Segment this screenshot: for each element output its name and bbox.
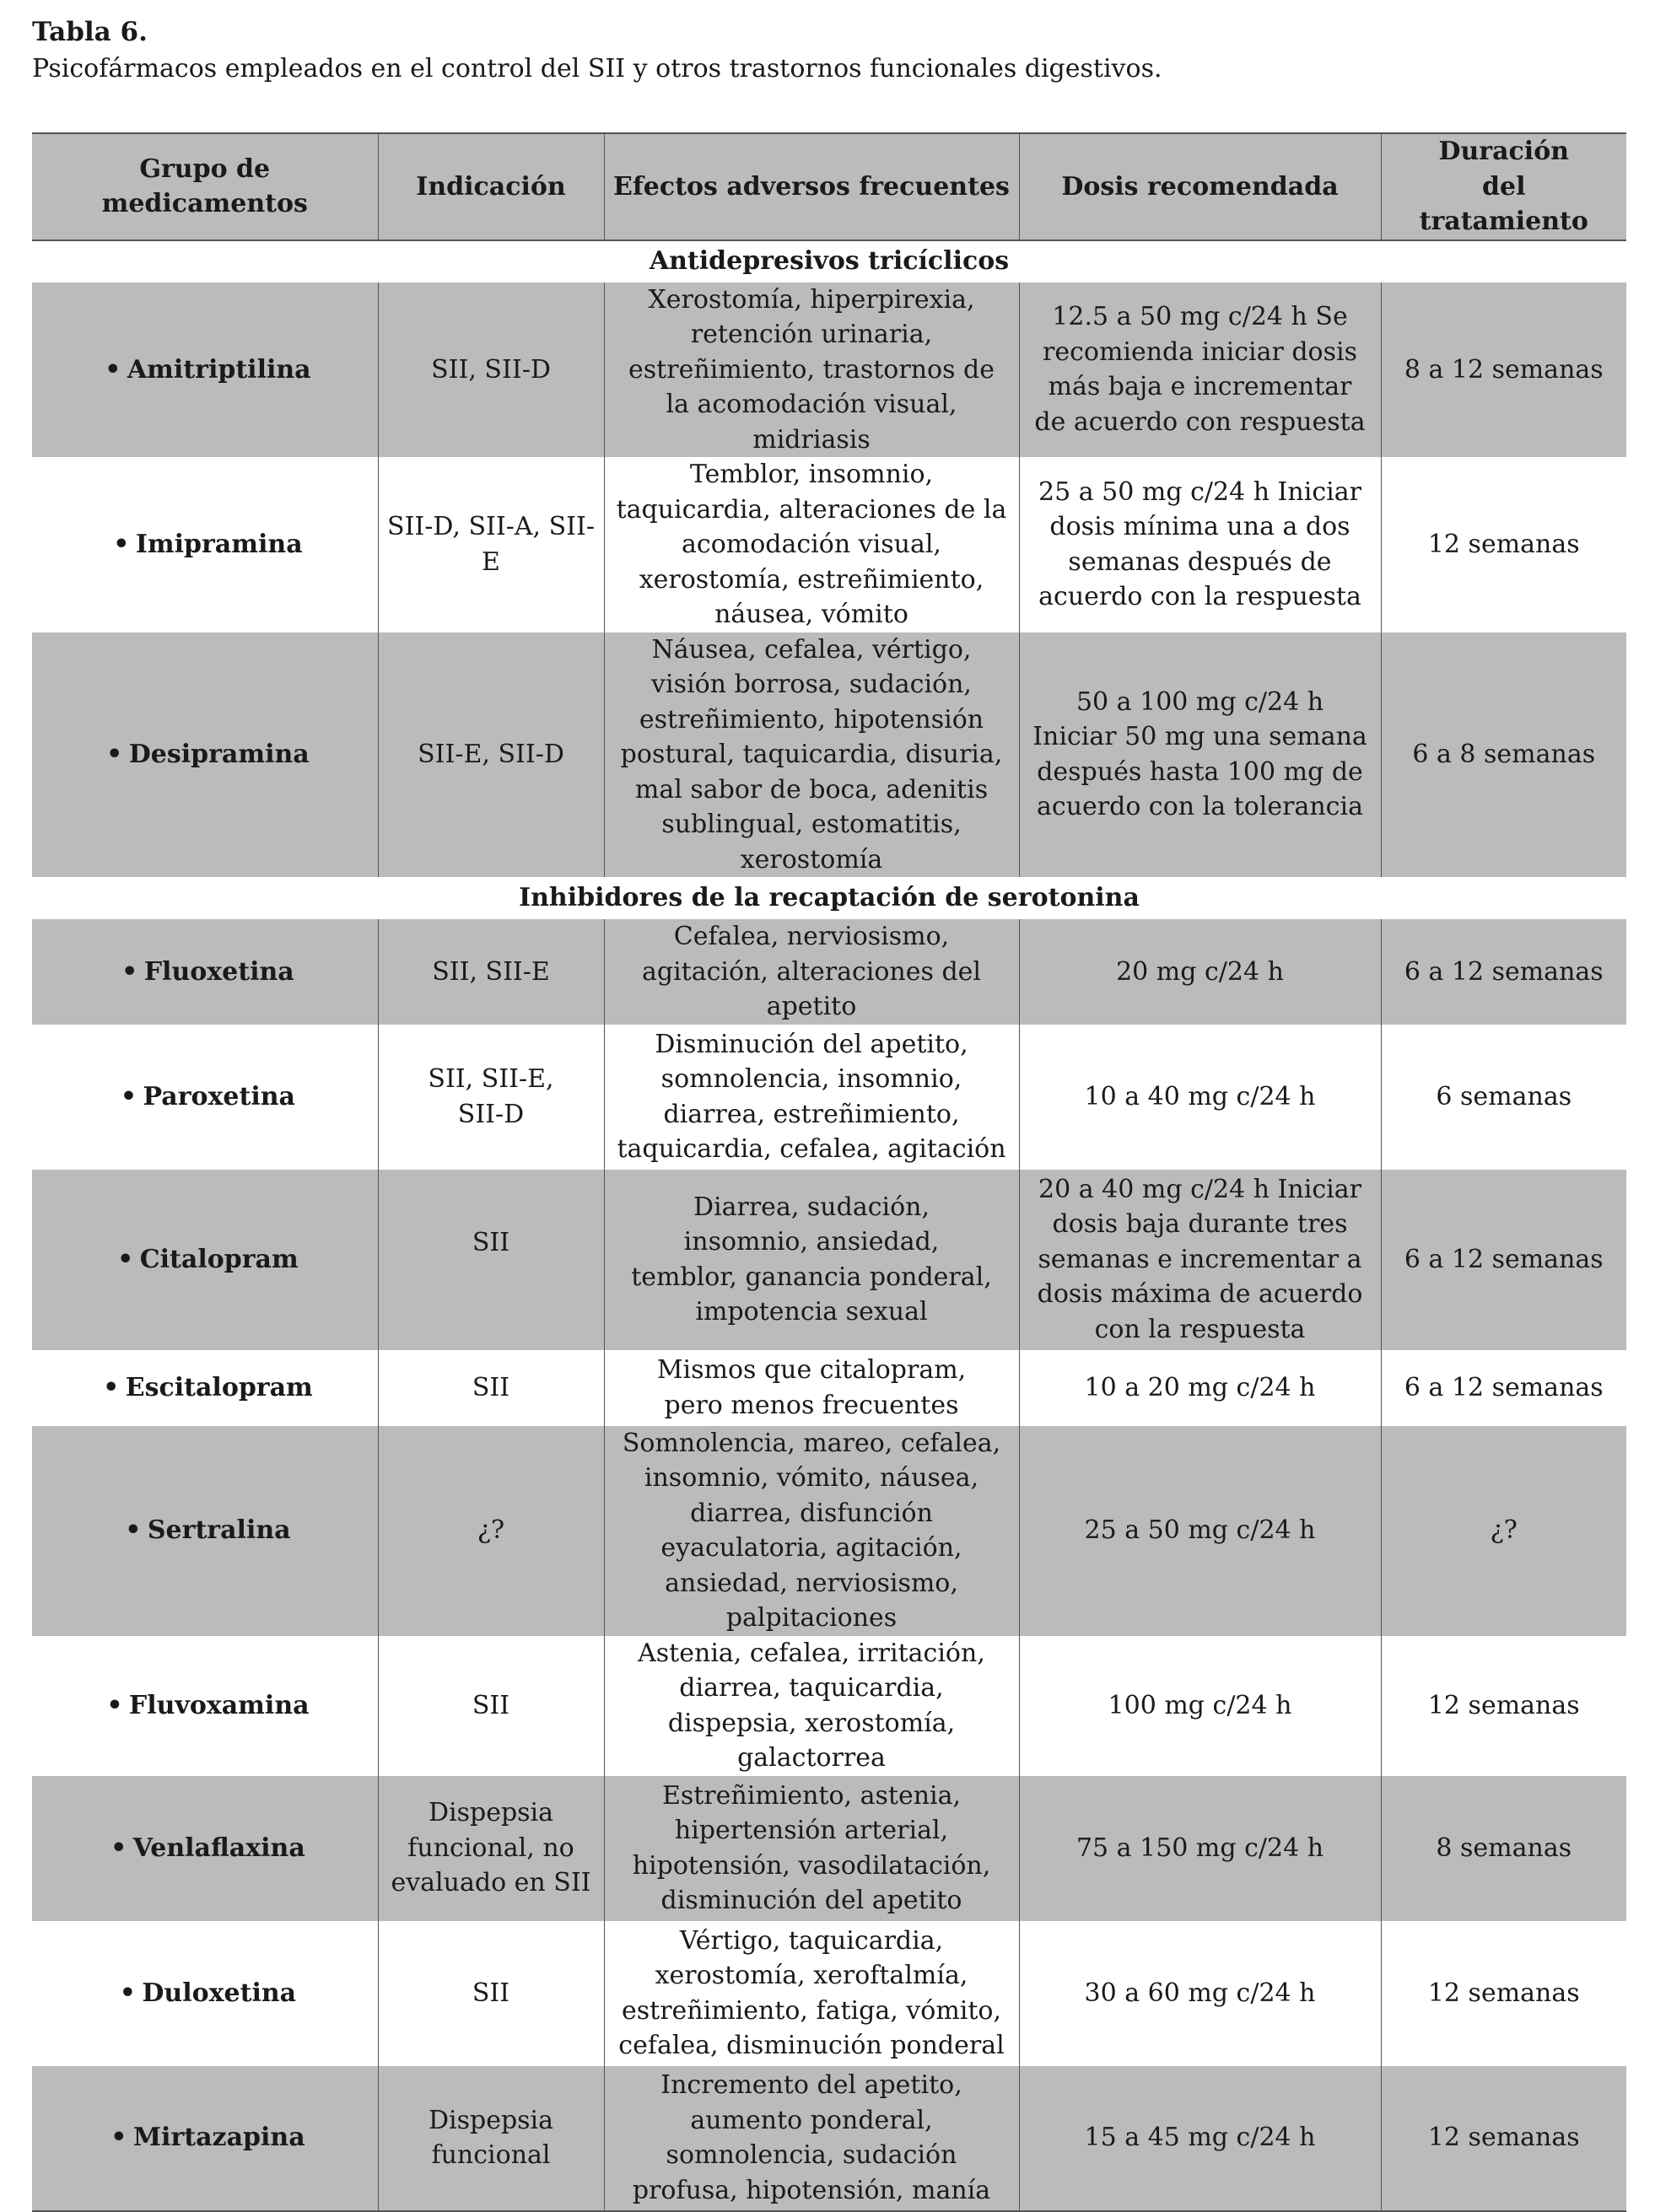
effects-cell: Náusea, cefalea, vértigo, visión borrosa, sudación, estreñimiento, hipotensión postural, taquicardia, disuria, mal sabor de boca, adenitis sublingual, estomatitis, xerostomía: [604, 632, 1019, 878]
drug-name: Sertralina: [147, 1515, 291, 1546]
indication-cell: SII: [378, 1921, 604, 2066]
drug-name: Duloxetina: [142, 1978, 297, 2008]
duration-cell: 12 semanas: [1381, 2066, 1626, 2211]
indication-cell: SII-D, SII-A, SII-E: [378, 457, 604, 632]
effects-cell: Incremento del apetito, aumento ponderal, somnolencia, sudación profusa, hipotensión, manía: [604, 2066, 1019, 2211]
drug-name: Fluoxetina: [143, 956, 294, 987]
bullet-icon: •: [117, 1244, 134, 1274]
table-row: [32, 1170, 1626, 1350]
effects-cell: Somnolencia, mareo, cefalea, insomnio, vómito, náusea, diarrea, disfunción eyaculatoria, agitación, ansiedad, nerviosismo, palpitaciones: [604, 1426, 1019, 1636]
effects-cell: Estreñimiento, astenia, hipertensión arterial, hipotensión, vasodilatación, disminución del apetito: [604, 1776, 1019, 1921]
duration-cell: 6 a 12 semanas: [1381, 1170, 1626, 1350]
table-row: [32, 1025, 1626, 1170]
duration-cell: 12 semanas: [1381, 1636, 1626, 1776]
duration-cell: 8 semanas: [1381, 1776, 1626, 1921]
drug-name: Citalopram: [139, 1244, 299, 1274]
indication-cell: SII: [378, 1170, 604, 1350]
duration-cell: 6 a 12 semanas: [1381, 919, 1626, 1025]
bullet-icon: •: [106, 740, 123, 769]
indication-cell: Dispepsia funcional, no evaluado en SII: [378, 1776, 604, 1921]
dose-cell: 25 a 50 mg c/24 h Iniciar dosis mínima una a dos semanas después de acuerdo con la respuesta: [1019, 457, 1381, 632]
table-title: Tabla 6.: [32, 17, 148, 47]
indication-cell: Dispepsia funcional: [378, 2066, 604, 2211]
header-group: Grupo de medicamentos: [32, 133, 378, 240]
duration-cell: 6 a 12 semanas: [1381, 1350, 1626, 1426]
table-row: [32, 1350, 1626, 1426]
duration-cell: 8 a 12 semanas: [1381, 283, 1626, 458]
drug-cell: [32, 283, 378, 458]
table-row: [32, 283, 1626, 458]
drug-cell: [32, 1170, 378, 1350]
effects-cell: Temblor, insomnio, taquicardia, alteraciones de la acomodación visual, xerostomía, estreñimiento, náusea, vómito: [604, 457, 1019, 632]
drug-name: Venlaflaxina: [132, 1833, 305, 1863]
dose-cell: 10 a 20 mg c/24 h: [1019, 1350, 1381, 1426]
bullet-icon: •: [121, 956, 138, 987]
table-row: [32, 1921, 1626, 2066]
header-row: [32, 133, 1626, 240]
dose-cell: 25 a 50 mg c/24 h: [1019, 1426, 1381, 1636]
dose-cell: 100 mg c/24 h: [1019, 1636, 1381, 1776]
bullet-icon: •: [113, 530, 130, 559]
drug-name: Escitalopram: [125, 1372, 313, 1402]
drug-name: Amitriptilina: [127, 354, 311, 385]
drug-name: Imipramina: [135, 530, 303, 559]
drug-cell: [32, 919, 378, 1025]
effects-cell: Mismos que citalopram, pero menos frecuentes: [604, 1350, 1019, 1426]
indication-cell: SII: [378, 1636, 604, 1776]
table-row: [32, 457, 1626, 632]
header-duration: Duración del tratamiento: [1381, 133, 1626, 240]
indication-cell: SII-E, SII-D: [378, 632, 604, 878]
section-row: [32, 877, 1626, 919]
dose-cell: 75 a 150 mg c/24 h: [1019, 1776, 1381, 1921]
effects-cell: Diarrea, sudación, insomnio, ansiedad, temblor, ganancia ponderal, impotencia sexual: [604, 1170, 1019, 1350]
drug-cell: [32, 1350, 378, 1426]
section-title: Antidepresivos tricíclicos: [649, 246, 1010, 277]
dose-cell: 12.5 a 50 mg c/24 h Se recomienda iniciar dosis más baja e incrementar de acuerdo con respuesta: [1019, 283, 1381, 458]
drug-cell: [32, 2066, 378, 2211]
indication-cell: SII: [378, 1350, 604, 1426]
effects-cell: Cefalea, nerviosismo, agitación, alteraciones del apetito: [604, 919, 1019, 1025]
indication-cell: SII, SII-E: [378, 919, 604, 1025]
drug-name: Fluvoxamina: [128, 1690, 310, 1720]
bullet-icon: •: [120, 1081, 137, 1111]
drug-cell: [32, 1025, 378, 1170]
indication-cell: SII, SII-D: [378, 283, 604, 458]
dose-cell: 30 a 60 mg c/24 h: [1019, 1921, 1381, 2066]
bullet-icon: •: [111, 2123, 127, 2153]
bullet-icon: •: [105, 354, 121, 385]
section-title: Inhibidores de la recaptación de serotonina: [519, 883, 1140, 913]
header-effects: Efectos adversos frecuentes: [604, 133, 1019, 240]
bullet-icon: •: [106, 1690, 123, 1720]
drug-cell: [32, 457, 378, 632]
table-row: [32, 632, 1626, 878]
bullet-icon: •: [125, 1515, 142, 1546]
drug-cell: [32, 1921, 378, 2066]
duration-cell: 12 semanas: [1381, 457, 1626, 632]
duration-cell: 6 semanas: [1381, 1025, 1626, 1170]
table-row: [32, 2066, 1626, 2211]
dose-cell: 15 a 45 mg c/24 h: [1019, 2066, 1381, 2211]
header-indication: Indicación: [378, 133, 604, 240]
indication-cell: SII, SII-E, SII-D: [378, 1025, 604, 1170]
drug-cell: [32, 1776, 378, 1921]
bullet-icon: •: [119, 1978, 136, 2008]
table-row: [32, 919, 1626, 1025]
drug-name: Paroxetina: [143, 1081, 295, 1111]
drug-cell: [32, 1426, 378, 1636]
bullet-icon: •: [103, 1372, 120, 1402]
dose-cell: 20 mg c/24 h: [1019, 919, 1381, 1025]
effects-cell: Xerostomía, hiperpirexia, retención urinaria, estreñimiento, trastornos de la acomodación visual, midriasis: [604, 283, 1019, 458]
drug-table: [32, 132, 1626, 2212]
duration-cell: ¿?: [1381, 1426, 1626, 1636]
drug-cell: [32, 1636, 378, 1776]
section-row: [32, 240, 1626, 283]
table-caption: [32, 13, 1635, 88]
duration-cell: 6 a 8 semanas: [1381, 632, 1626, 878]
header-dose: Dosis recomendada: [1019, 133, 1381, 240]
table-subtitle: Psicofármacos empleados en el control del SII y otros trastornos funcionales digestivos.: [32, 54, 1162, 83]
dose-cell: 10 a 40 mg c/24 h: [1019, 1025, 1381, 1170]
effects-cell: Vértigo, taquicardia, xerostomía, xeroftalmía, estreñimiento, fatiga, vómito, cefalea, disminución ponderal: [604, 1921, 1019, 2066]
bullet-icon: •: [111, 1833, 127, 1863]
drug-name: Mirtazapina: [132, 2123, 305, 2153]
table-row: [32, 1636, 1626, 1776]
dose-cell: 20 a 40 mg c/24 h Iniciar dosis baja durante tres semanas e incrementar a dosis máxima de acuerdo con la respuesta: [1019, 1170, 1381, 1350]
drug-name: Desipramina: [128, 740, 310, 769]
indication-cell: ¿?: [378, 1426, 604, 1636]
duration-cell: 12 semanas: [1381, 1921, 1626, 2066]
effects-cell: Disminución del apetito, somnolencia, insomnio, diarrea, estreñimiento, taquicardia, cefalea, agitación: [604, 1025, 1019, 1170]
effects-cell: Astenia, cefalea, irritación, diarrea, taquicardia, dispepsia, xerostomía, galactorrea: [604, 1636, 1019, 1776]
table-row: [32, 1776, 1626, 1921]
table-row: [32, 1426, 1626, 1636]
drug-cell: [32, 632, 378, 878]
dose-cell: 50 a 100 mg c/24 h Iniciar 50 mg una semana después hasta 100 mg de acuerdo con la tolerancia: [1019, 632, 1381, 878]
